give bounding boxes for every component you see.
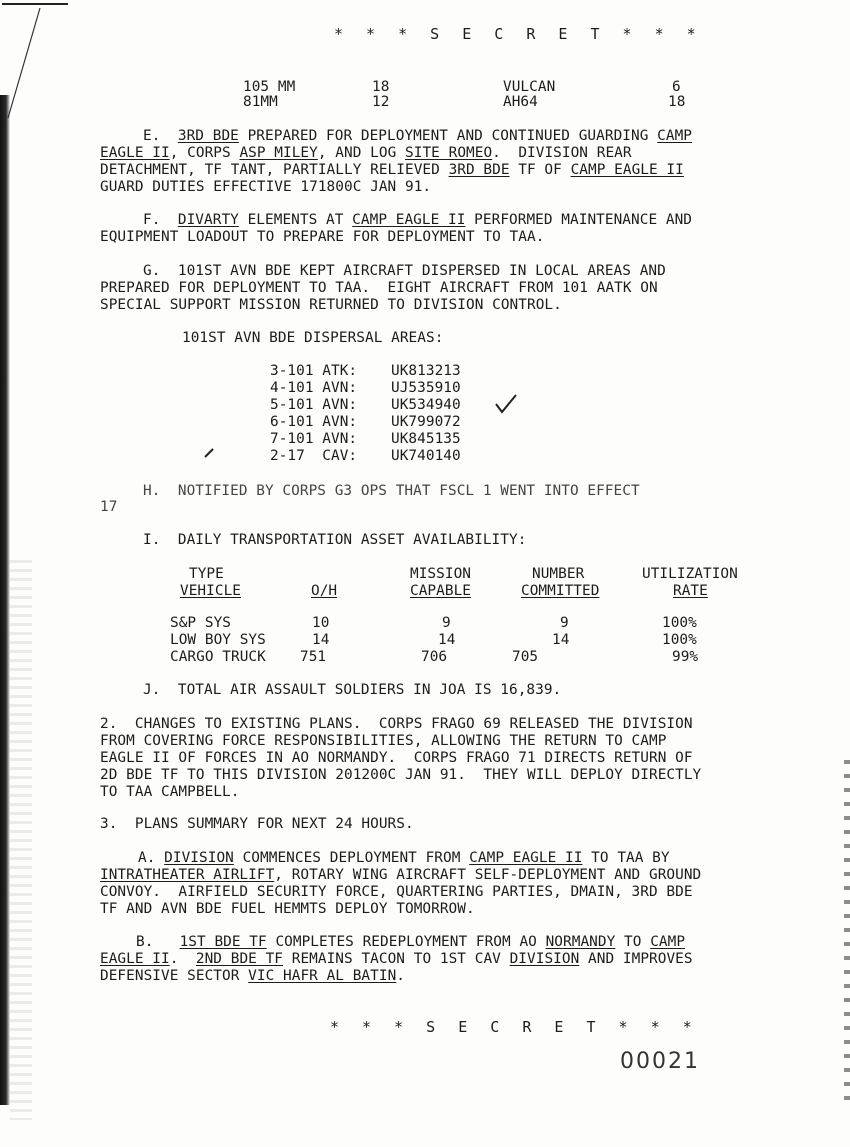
para-label: B. [136, 934, 154, 950]
section-3a-line-1 [138, 850, 670, 867]
dispersal-grid: UK799072 [391, 414, 461, 430]
dispersal-unit: 6-101 AVN: [270, 414, 358, 430]
para-text: AND IMPROVES [588, 951, 693, 967]
dispersal-grid: UK845135 [391, 431, 461, 447]
dispersal-unit: 2-17 CAV: [270, 448, 358, 464]
row-oh: 751 [300, 649, 327, 665]
pen-mark-icon [203, 447, 215, 459]
para-e-line-3 [100, 162, 684, 179]
footer-classification: * * * S E C R E T * * * [330, 1018, 699, 1036]
weapon-name: AH64 [503, 94, 538, 110]
unit-name: 3RD BDE [448, 162, 510, 178]
dispersal-unit: 3-101 ATK: [270, 363, 358, 379]
para-text: COMMENCES DEPLOYMENT FROM [242, 850, 461, 866]
para-j: J. TOTAL AIR ASSAULT SOLDIERS IN JOA IS 16,839. [143, 682, 562, 698]
dispersal-unit: 7-101 AVN: [270, 431, 358, 447]
para-text: PERFORMED MAINTENANCE AND [474, 212, 693, 228]
section-2-line: FROM COVERING FORCE RESPONSIBILITIES, ALLOWING THE RETURN TO CAMP [100, 733, 667, 749]
scan-left-edge [0, 95, 10, 1105]
dispersal-unit: 4-101 AVN: [270, 380, 358, 396]
camp-name: EAGLE II [100, 951, 170, 967]
para-g-line-2: PREPARED FOR DEPLOYMENT TO TAA. EIGHT AIRCRAFT FROM 101 AATK ON [100, 280, 658, 296]
para-text: COMPLETES REDEPLOYMENT FROM AO [275, 934, 537, 950]
col-header-type: TYPE [189, 566, 224, 582]
section-3b-line-3 [100, 968, 405, 985]
section-3a-line-3: CONVOY. AIRFIELD SECURITY FORCE, QUARTERING PARTIES, DMAIN, 3RD BDE [100, 884, 693, 900]
weapon-count: 12 [372, 94, 390, 110]
row-capable: 9 [442, 615, 451, 631]
para-h-line-1: H. NOTIFIED BY CORPS G3 OPS THAT FSCL 1 WENT INTO EFFECT [143, 483, 640, 499]
para-text: REMAINS TACON TO 1ST CAV [291, 951, 501, 967]
para-text: TO [624, 934, 642, 950]
section-3a-line-2 [100, 867, 701, 884]
row-committed: 9 [560, 615, 569, 631]
area-name: NORMANDY [545, 934, 616, 950]
row-capable: 14 [438, 632, 456, 648]
unit-name: 2ND BDE TF [195, 951, 284, 967]
scan-right-edge [844, 760, 850, 1100]
camp-name: CAMP EAGLE II [469, 850, 583, 866]
para-text: , AND LOG [317, 145, 397, 161]
dispersal-grid: UJ535910 [391, 380, 461, 396]
unit-name: DIVARTY [177, 212, 239, 228]
section-2-line: 2D BDE TF TO THIS DIVISION 201200C JAN 91. THEY WILL DEPLOY DIRECTLY [100, 767, 702, 783]
asp-name: ASP MILEY [239, 145, 318, 161]
col-header-number: NUMBER [532, 566, 585, 582]
airlift-term: INTRATHEATER AIRLIFT [100, 867, 275, 883]
row-oh: 14 [312, 632, 330, 648]
para-g-line-1: G. 101ST AVN BDE KEPT AIRCRAFT DISPERSED IN LOCAL AREAS AND [143, 263, 666, 279]
row-vehicle: CARGO TRUCK [170, 649, 266, 665]
unit-name: DIVISION [164, 850, 234, 866]
col-header-oh: O/H [311, 583, 338, 599]
para-label: E. [143, 128, 161, 144]
checkmark-icon [494, 392, 518, 416]
para-f-line-2: EQUIPMENT LOADOUT TO PREPARE FOR DEPLOYMENT TO TAA. [100, 229, 545, 245]
row-vehicle: S&P SYS [170, 615, 231, 631]
section-2-line: EAGLE II OF FORCES IN AO NORMANDY. CORPS FRAGO 71 DIRECTS RETURN OF [100, 750, 693, 766]
row-vehicle: LOW BOY SYS [170, 632, 266, 648]
weapon-count: 6 [672, 79, 681, 95]
col-header-vehicle: VEHICLE [180, 583, 241, 599]
weapon-count: 18 [668, 94, 686, 110]
para-text: , ROTARY WING AIRCRAFT SELF-DEPLOYMENT AND GROUND [274, 867, 702, 883]
para-text: PREPARED FOR DEPLOYMENT AND CONTINUED GUARDING [247, 128, 649, 144]
para-e-line-4: GUARD DUTIES EFFECTIVE 171800C JAN 91. [100, 179, 432, 195]
para-text: . DIVISION REAR [492, 145, 632, 161]
row-capable: 706 [421, 649, 448, 665]
para-text: ELEMENTS AT [247, 212, 344, 228]
col-header-capable: CAPABLE [410, 583, 471, 599]
weapon-name: 105 MM [243, 79, 296, 95]
unit-name: DIVISION [509, 951, 580, 967]
para-e-line-2 [100, 145, 632, 162]
unit-name: 3RD BDE [177, 128, 239, 144]
camp-name: CAMP [657, 128, 693, 144]
para-text: DEFENSIVE SECTOR [100, 968, 240, 984]
row-oh: 10 [312, 615, 330, 631]
para-g-line-3: SPECIAL SUPPORT MISSION RETURNED TO DIVISION CONTROL. [100, 297, 562, 313]
row-committed: 705 [512, 649, 539, 665]
dispersal-unit: 5-101 AVN: [270, 397, 358, 413]
section-2-line: TO TAA CAMPBELL. [100, 784, 240, 800]
camp-name: CAMP EAGLE II [570, 162, 684, 178]
dispersal-grid: UK813213 [391, 363, 461, 379]
para-text: TO TAA BY [591, 850, 670, 866]
para-text: DETACHMENT, TF TANT, PARTIALLY RELIEVED [100, 162, 440, 178]
scan-left-noise [10, 560, 32, 1120]
para-i-title: I. DAILY TRANSPORTATION ASSET AVAILABILITY: [143, 532, 527, 548]
section-3a-line-4: TF AND AVN BDE FUEL HEMMTS DEPLOY TOMORROW. [100, 901, 475, 917]
para-h-line-2: 17 [100, 499, 118, 515]
row-committed: 14 [552, 632, 570, 648]
dispersal-grid: UK740140 [391, 448, 461, 464]
para-text: TF OF [518, 162, 562, 178]
camp-name: CAMP EAGLE II [352, 212, 466, 228]
location-name: VIC HAFR AL BATIN [248, 968, 397, 984]
scan-corner-mark [0, 0, 70, 120]
section-3-title: 3. PLANS SUMMARY FOR NEXT 24 HOURS. [100, 816, 414, 832]
para-label: A. [138, 850, 156, 866]
camp-name: EAGLE II [100, 145, 170, 161]
header-classification: * * * S E C R E T * * * [334, 25, 703, 43]
para-f-line-1 [143, 212, 692, 229]
para-label: F. [143, 212, 161, 228]
col-header-committed: COMMITTED [521, 583, 600, 599]
para-e-line-1 [143, 128, 692, 145]
row-rate: 99% [672, 649, 699, 665]
weapon-name: VULCAN [503, 79, 556, 95]
para-text: . [396, 968, 406, 984]
section-3b-line-1 [136, 934, 685, 951]
weapon-name: 81MM [243, 94, 278, 110]
col-header-utilization: UTILIZATION [642, 566, 738, 582]
weapon-count: 18 [372, 79, 390, 95]
camp-name: CAMP [650, 934, 686, 950]
page-number: 00021 [620, 1049, 700, 1074]
dispersal-grid: UK534940 [391, 397, 461, 413]
para-text: , CORPS [169, 145, 231, 161]
col-header-mission: MISSION [410, 566, 471, 582]
site-name: SITE ROMEO [405, 145, 493, 161]
row-rate: 100% [662, 615, 697, 631]
dispersal-title: 101ST AVN BDE DISPERSAL AREAS: [182, 330, 444, 346]
para-text: . [169, 951, 179, 967]
section-2-line: 2. CHANGES TO EXISTING PLANS. CORPS FRAGO 69 RELEASED THE DIVISION [100, 716, 693, 732]
row-rate: 100% [662, 632, 697, 648]
unit-name: 1ST BDE TF [179, 934, 267, 950]
col-header-rate: RATE [673, 583, 708, 599]
section-3b-line-2 [100, 951, 693, 968]
